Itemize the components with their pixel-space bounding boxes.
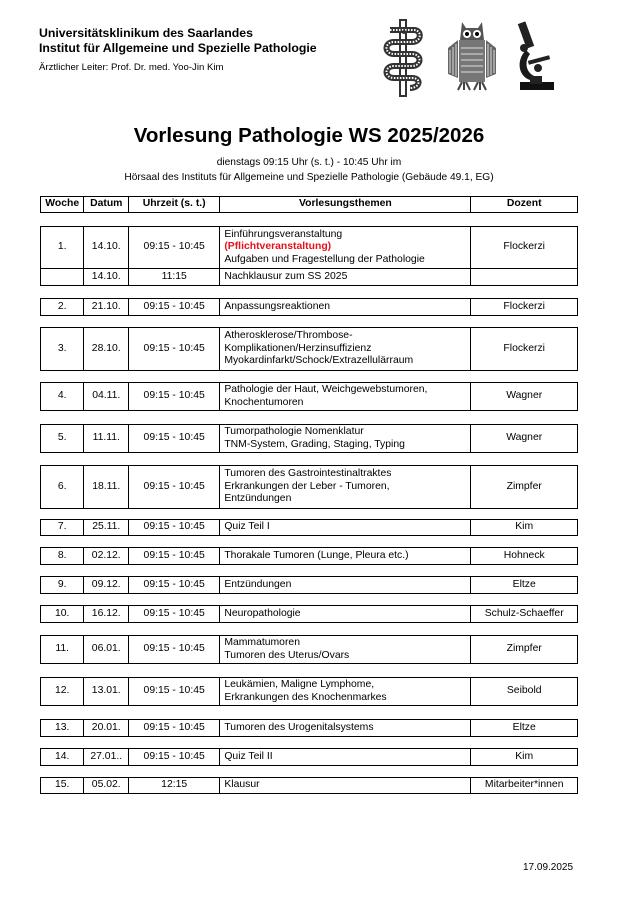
time-cell: 09:15 - 10:45: [129, 606, 220, 623]
table-block: [40, 382, 578, 411]
column-header-themen: Vorlesungsthemen: [220, 197, 471, 213]
aesculapian-staff-icon: [382, 18, 424, 98]
topic-line: Entzündungen: [224, 493, 292, 505]
table-row: [41, 328, 578, 371]
lecturer-cell: Zimpfer: [471, 636, 578, 664]
topic-line: Klausur: [224, 779, 260, 791]
table-row: [41, 299, 578, 316]
university-name: Universitätsklinikum des Saarlandes: [39, 26, 253, 40]
date-cell: 14.10.: [84, 227, 129, 269]
institute-name: Institut für Allgemeine und Spezielle Pathologie: [39, 41, 317, 55]
topic-cell: [220, 227, 471, 269]
topic-cell: [220, 778, 471, 794]
time-cell: 12:15: [129, 778, 220, 794]
topic-line: Erkrankungen der Leber - Tumoren,: [224, 480, 390, 492]
document-date: 17.09.2025: [523, 862, 574, 873]
time-cell: 09:15 - 10:45: [129, 425, 220, 453]
director-line: Ärztlicher Leiter: Prof. Dr. med. Yoo-Jin Kim: [39, 62, 224, 73]
table-block: [40, 424, 578, 453]
time-cell: 09:15 - 10:45: [129, 749, 220, 766]
topic-cell: [220, 299, 471, 316]
table-block: [40, 465, 578, 509]
date-cell: 25.11.: [84, 520, 129, 536]
table-block: [40, 677, 578, 706]
time-cell: 09:15 - 10:45: [129, 520, 220, 536]
time-cell: 09:15 - 10:45: [129, 720, 220, 737]
topic-line: Aufgaben und Fragestellung der Pathologie: [224, 253, 425, 265]
week-cell: 9.: [41, 577, 84, 594]
date-cell: 21.10.: [84, 299, 129, 316]
time-cell: 09:15 - 10:45: [129, 636, 220, 664]
date-cell: 20.01.: [84, 720, 129, 737]
table-block: [40, 605, 578, 623]
date-cell: 16.12.: [84, 606, 129, 623]
lecturer-cell: Zimpfer: [471, 466, 578, 509]
week-cell: 15.: [41, 778, 84, 794]
date-cell: 14.10.: [84, 269, 129, 286]
topic-line: Komplikationen/Herzinsuffizienz: [224, 342, 372, 354]
mandatory-note: (Pflichtveranstaltung): [224, 241, 332, 253]
lecturer-cell: Kim: [471, 520, 578, 536]
table-row: [41, 678, 578, 706]
topic-line: Tumoren des Uterus/Ovars: [224, 649, 350, 661]
topic-cell: [220, 548, 471, 565]
topic-line: Erkrankungen des Knochenmarkes: [224, 691, 387, 703]
time-cell: 09:15 - 10:45: [129, 577, 220, 594]
date-cell: 09.12.: [84, 577, 129, 594]
week-cell: 1.: [41, 227, 84, 269]
topic-line: Pathologie der Haut, Weichgewebstumoren,: [224, 384, 428, 395]
location-info: Hörsaal des Instituts für Allgemeine und Spezielle Pathologie (Gebäude 49.1, EG): [124, 172, 494, 183]
week-cell: [41, 269, 84, 286]
table-row: [41, 606, 578, 623]
table-block: [40, 748, 578, 766]
topic-line: Neuropathologie: [224, 607, 301, 619]
topic-cell: [220, 425, 471, 453]
column-header-dozent: Dozent: [471, 197, 578, 213]
topic-line: Quiz Teil I: [224, 521, 270, 533]
week-cell: 10.: [41, 606, 84, 623]
topic-line: Tumoren des Urogenitalsystems: [224, 721, 374, 733]
table-row: [41, 269, 578, 286]
date-cell: 18.11.: [84, 466, 129, 509]
lecturer-cell: Eltze: [471, 720, 578, 737]
table-block: [40, 576, 578, 594]
week-cell: 6.: [41, 466, 84, 509]
table-row: [41, 520, 578, 536]
topic-line: Quiz Teil II: [224, 750, 273, 762]
lecturer-cell: Wagner: [471, 425, 578, 453]
date-cell: 04.11.: [84, 383, 129, 411]
schedule-info: dienstags 09:15 Uhr (s. t.) - 10:45 Uhr im: [216, 157, 402, 168]
topic-line: Anpassungsreaktionen: [224, 300, 331, 312]
week-cell: 5.: [41, 425, 84, 453]
date-cell: 27.01..: [84, 749, 129, 766]
owl-icon: [446, 18, 498, 96]
table-row: [41, 227, 578, 269]
date-cell: 13.01.: [84, 678, 129, 706]
lecturer-cell: Eltze: [471, 577, 578, 594]
table-row: [41, 636, 578, 664]
lecturer-cell: Hohneck: [471, 548, 578, 565]
table-block: [40, 327, 578, 371]
lecturer-cell: Seibold: [471, 678, 578, 706]
table-block: [40, 719, 578, 737]
topic-cell: [220, 577, 471, 594]
lecturer-cell: Wagner: [471, 383, 578, 411]
date-cell: 11.11.: [84, 425, 129, 453]
time-cell: 09:15 - 10:45: [129, 227, 220, 269]
column-header-datum: Datum: [84, 197, 129, 213]
topic-cell: [220, 466, 471, 509]
date-cell: 06.01.: [84, 636, 129, 664]
time-cell: 09:15 - 10:45: [129, 299, 220, 316]
topic-line: Entzündungen: [224, 578, 292, 590]
week-cell: 8.: [41, 548, 84, 565]
lecturer-cell: Flockerzi: [471, 299, 578, 316]
lecturer-cell: Flockerzi: [471, 328, 578, 371]
week-cell: 7.: [41, 520, 84, 536]
week-cell: 4.: [41, 383, 84, 411]
topic-line: Einführungsveranstaltung: [224, 228, 343, 240]
lecturer-cell: Mitarbeiter*innen: [471, 778, 578, 794]
table-block: [40, 547, 578, 565]
microscope-icon: [512, 20, 560, 96]
table-block: [40, 635, 578, 664]
column-header-woche: Woche: [41, 197, 84, 213]
topic-line: Mammatumoren: [224, 637, 300, 648]
topic-line: Tumoren des Gastrointestinaltraktes: [224, 468, 392, 480]
topic-cell: [220, 749, 471, 766]
topic-cell: [220, 328, 471, 371]
date-cell: 02.12.: [84, 548, 129, 565]
topic-line: Nachklausur zum SS 2025: [224, 270, 348, 282]
lecturer-cell: [471, 269, 578, 286]
lecturer-cell: Schulz-Schaeffer: [471, 606, 578, 623]
time-cell: 09:15 - 10:45: [129, 548, 220, 565]
week-cell: 12.: [41, 678, 84, 706]
week-cell: 13.: [41, 720, 84, 737]
topic-line: Myokardinfarkt/Schock/Extrazellulärraum: [224, 355, 414, 367]
topic-line: Thorakale Tumoren (Lunge, Pleura etc.): [224, 549, 409, 561]
time-cell: 09:15 - 10:45: [129, 678, 220, 706]
topic-cell: [220, 636, 471, 664]
topic-cell: [220, 720, 471, 737]
topic-line: Atherosklerose/Thrombose-: [224, 330, 353, 342]
topic-line: Leukämien, Maligne Lymphome,: [224, 679, 375, 690]
time-cell: 11:15: [129, 269, 220, 286]
week-cell: 2.: [41, 299, 84, 316]
table-row: [41, 466, 578, 509]
topic-line: Tumorpathologie Nomenklatur: [224, 426, 364, 437]
topic-line: Knochentumoren: [224, 396, 304, 408]
topic-cell: [220, 383, 471, 411]
table-block: [40, 298, 578, 316]
table-header: [40, 196, 578, 213]
table-row: [41, 720, 578, 737]
topic-cell: [220, 269, 471, 286]
page-title: Vorlesung Pathologie WS 2025/2026: [133, 124, 485, 147]
date-cell: 05.02.: [84, 778, 129, 794]
week-cell: 11.: [41, 636, 84, 664]
topic-cell: [220, 520, 471, 536]
time-cell: 09:15 - 10:45: [129, 383, 220, 411]
table-row: [41, 778, 578, 794]
table-row: [41, 548, 578, 565]
column-header-uhrzeit: Uhrzeit (s. t.): [129, 197, 220, 213]
week-cell: 14.: [41, 749, 84, 766]
topic-line: TNM-System, Grading, Staging, Typing: [224, 438, 405, 450]
table-row: [41, 577, 578, 594]
date-cell: 28.10.: [84, 328, 129, 371]
lecturer-cell: Flockerzi: [471, 227, 578, 269]
topic-cell: [220, 678, 471, 706]
topic-cell: [220, 606, 471, 623]
table-row: [41, 383, 578, 411]
table-row: [41, 749, 578, 766]
lecturer-cell: Kim: [471, 749, 578, 766]
table-block: [40, 519, 578, 536]
table-row: [41, 425, 578, 453]
time-cell: 09:15 - 10:45: [129, 328, 220, 371]
table-block-week-1: [40, 226, 578, 286]
week-cell: 3.: [41, 328, 84, 371]
table-block: [40, 777, 578, 794]
time-cell: 09:15 - 10:45: [129, 466, 220, 509]
